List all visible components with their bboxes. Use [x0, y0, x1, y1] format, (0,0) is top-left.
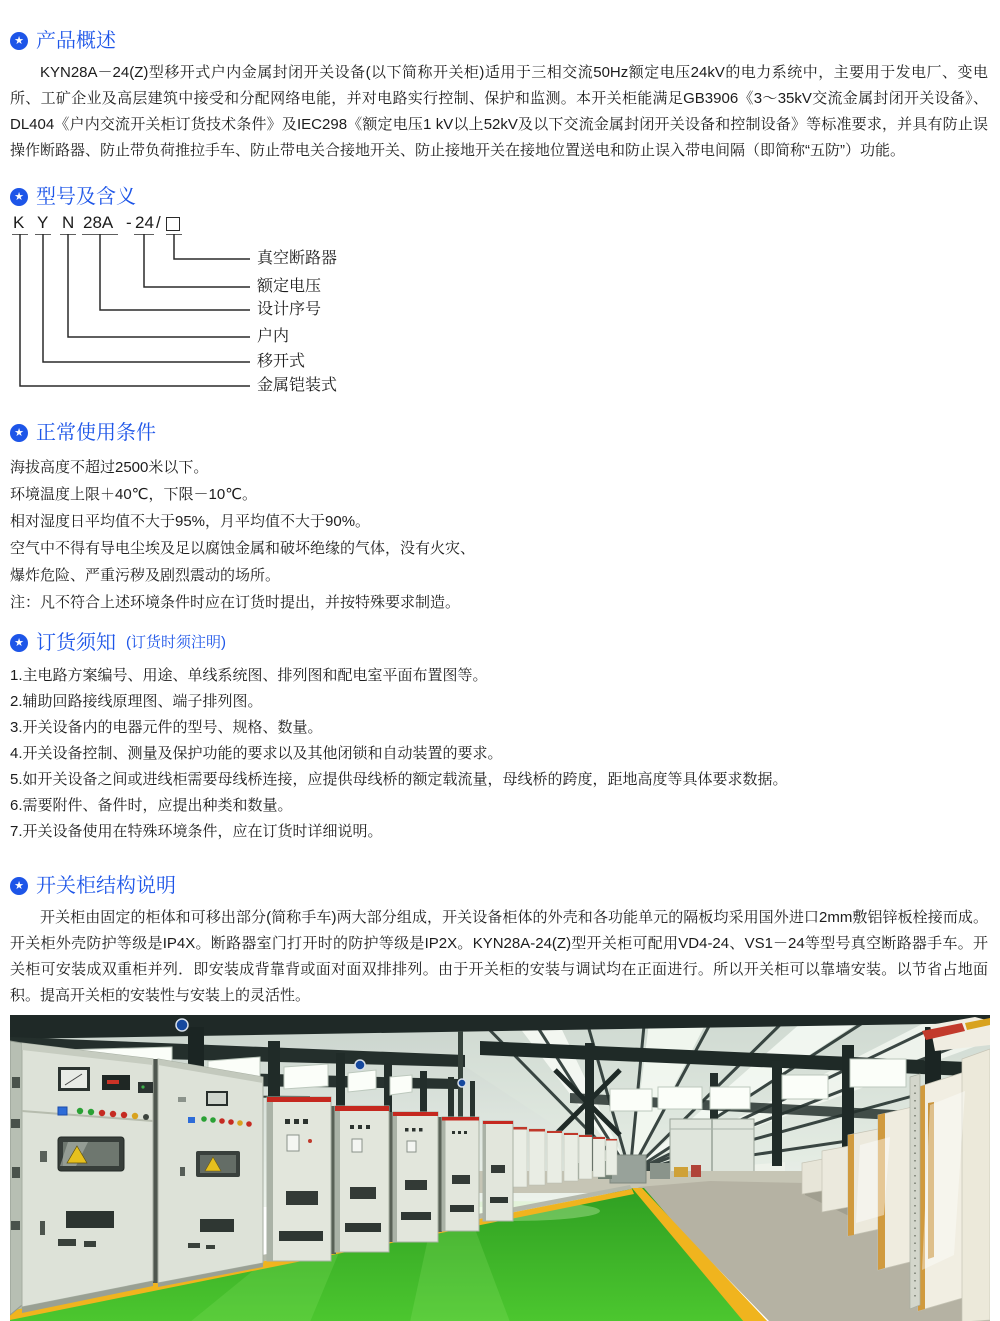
section-title-text: 产品概述 [36, 30, 116, 52]
condition-line: 爆炸危险、严重污秽及剧烈震动的场所。 [10, 567, 281, 584]
model-code-part: K [13, 213, 25, 232]
condition-line: 注：凡不符合上述环境条件时应在订货时提出，并按特殊要求制造。 [10, 594, 461, 611]
condition-line: 相对湿度日平均值不大于95%，月平均值不大于90%。 [10, 513, 371, 530]
model-code-part: - [126, 213, 132, 232]
model-label: 户内 [257, 328, 290, 345]
structure-paragraph: 开关柜由固定的柜体和可移出部分(简称手车)两大部分组成，开关设备柜体的外壳和各功能单元的隔板均采用国外进口2mm敷铝锌板栓接而成。开关柜外壳防护等级是IP4X。断路器室门打开时的防护等级是IP2X。KYN28A-24(Z)型开关柜可配用VD4-24、VS1－24等型号真空断路器手车。开关柜可安装成双重柜并列．即安装成背靠背或面对面双排排列。由于开关柜的安装与调试均在正面进行。所以开关柜可以靠墙安装。以节省占地面积。提高开关柜的安装性与安装上的灵活性。 [10, 909, 988, 1004]
model-code-diagram [10, 214, 990, 406]
model-connector-lines [10, 234, 490, 404]
section-title-ordering [10, 630, 990, 656]
star-icon: ★ [10, 32, 28, 50]
section-title-text: 订货须知 [36, 632, 116, 654]
ordering-item: 5.如开关设备之间或进线柜需要母线桥连接，应提供母线桥的额定载流量，母线桥的跨度，距地高度等具体要求数据。 [10, 771, 788, 788]
model-code-part: N [62, 213, 75, 232]
condition-line: 环境温度上限＋40℃，下限－10℃。 [10, 486, 258, 503]
model-code-part: Y [37, 213, 49, 232]
star-icon: ★ [10, 188, 28, 206]
factory-photo-svg [10, 1015, 990, 1321]
model-label: 设计序号 [257, 301, 322, 318]
ordering-item: 7.开关设备使用在特殊环境条件，应在订货时详细说明。 [10, 823, 383, 840]
ordering-item: 1.主电路方案编号、用途、单线系统图、排列图和配电室平面布置图等。 [10, 667, 488, 684]
conditions-list [10, 454, 990, 616]
model-label: 移开式 [257, 353, 306, 370]
ordering-list [10, 663, 990, 845]
star-icon: ★ [10, 424, 28, 442]
placeholder-box-icon [166, 217, 180, 231]
model-label: 金属铠装式 [257, 377, 338, 394]
ordering-item: 3.开关设备内的电器元件的型号、规格、数量。 [10, 719, 323, 736]
section-title-text: 型号及含义 [36, 186, 136, 208]
model-code-part: 28A [83, 213, 114, 232]
model-code-part: 24 [135, 213, 154, 232]
section-subtitle-text: (订货时须注明) [126, 634, 226, 651]
section-title-model [10, 184, 990, 210]
ordering-item: 4.开关设备控制、测量及保护功能的要求以及其他闭锁和自动装置的要求。 [10, 745, 503, 762]
model-label: 额定电压 [257, 278, 322, 295]
model-label: 真空断路器 [257, 250, 338, 267]
photo-cabinet-a [10, 1041, 153, 1315]
overview-paragraph: KYN28A－24(Z)型移开式户内金属封闭开关设备(以下简称开关柜)适用于三相交流50Hz额定电压24kV的电力系统中，主要用于发电厂、变电所、工矿企业及高层建筑中接受和分配网络电能，并对电路实行控制、保护和监测。本开关柜能满足GB3906《3～35kV交流金属封闭开关设备》、DL404《户内交流开关柜订货技术条件》及IEC298《额定电压1 kV以上52kV及以下交流金属封闭开关设备和控制设备》等标准要求，并具有防止误操作断路器、防止带负荷推拉手车、防止带电关合接地开关、防止接地开关在接地位置送电和防止误入带电间隔（即简称“五防”）功能。 [10, 64, 988, 159]
ordering-item: 6.需要附件、备件时，应提出种类和数量。 [10, 797, 293, 814]
condition-line: 空气中不得有导电尘埃及足以腐蚀金属和破坏绝缘的气体，没有火灾、 [10, 540, 476, 557]
condition-line: 海拔高度不超过2500米以下。 [10, 459, 209, 476]
section-title-conditions [10, 420, 990, 446]
photo-cabinet-b [153, 1059, 263, 1287]
ordering-item: 2.辅助回路接线原理图、端子排列图。 [10, 693, 263, 710]
model-code-part: / [156, 213, 161, 232]
section-title-overview [10, 28, 990, 54]
section-title-text: 正常使用条件 [36, 422, 156, 444]
star-icon: ★ [10, 634, 28, 652]
section-title-text: 开关柜结构说明 [36, 875, 176, 897]
factory-photo [10, 1015, 990, 1321]
section-title-structure [10, 873, 990, 899]
star-icon: ★ [10, 877, 28, 895]
